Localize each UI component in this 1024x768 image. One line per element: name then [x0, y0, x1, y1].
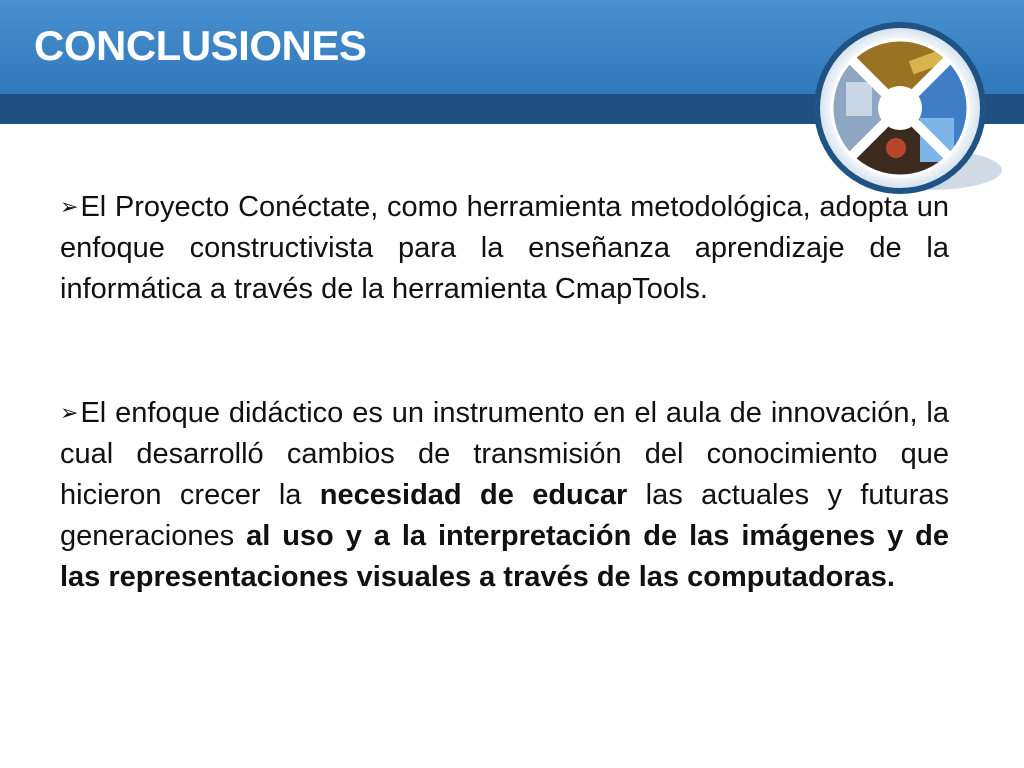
bullet-paragraph — [60, 186, 949, 310]
bullet-text: El Proyecto Conéctate, como herramienta metodológica, adopta un enfoque constructivista para la enseñanza aprendizaje de la informática a través de la herramienta CmapTools. — [60, 191, 949, 305]
bullet-text: El enfoque didáctico es un instrumento en el aula de innovación, la cual desarrolló cambios de transmisión del conocimiento que hicieron crecer la — [60, 397, 949, 511]
slide-title: CONCLUSIONES — [34, 22, 367, 69]
bold-phrase: al uso y a la interpretación de las imágenes y de las representaciones visuales a través de las computadoras. — [60, 520, 949, 593]
arrowhead-bullet-icon: ➢ — [60, 400, 79, 425]
arrowhead-bullet-icon: ➢ — [60, 194, 79, 219]
bullet-text: las actuales y futuras generaciones — [60, 479, 949, 552]
circular-photo-collage-logo-icon — [812, 20, 1008, 196]
slide-body — [60, 186, 949, 598]
bold-phrase: necesidad de educar — [319, 479, 628, 511]
bullet-paragraph — [60, 392, 949, 598]
